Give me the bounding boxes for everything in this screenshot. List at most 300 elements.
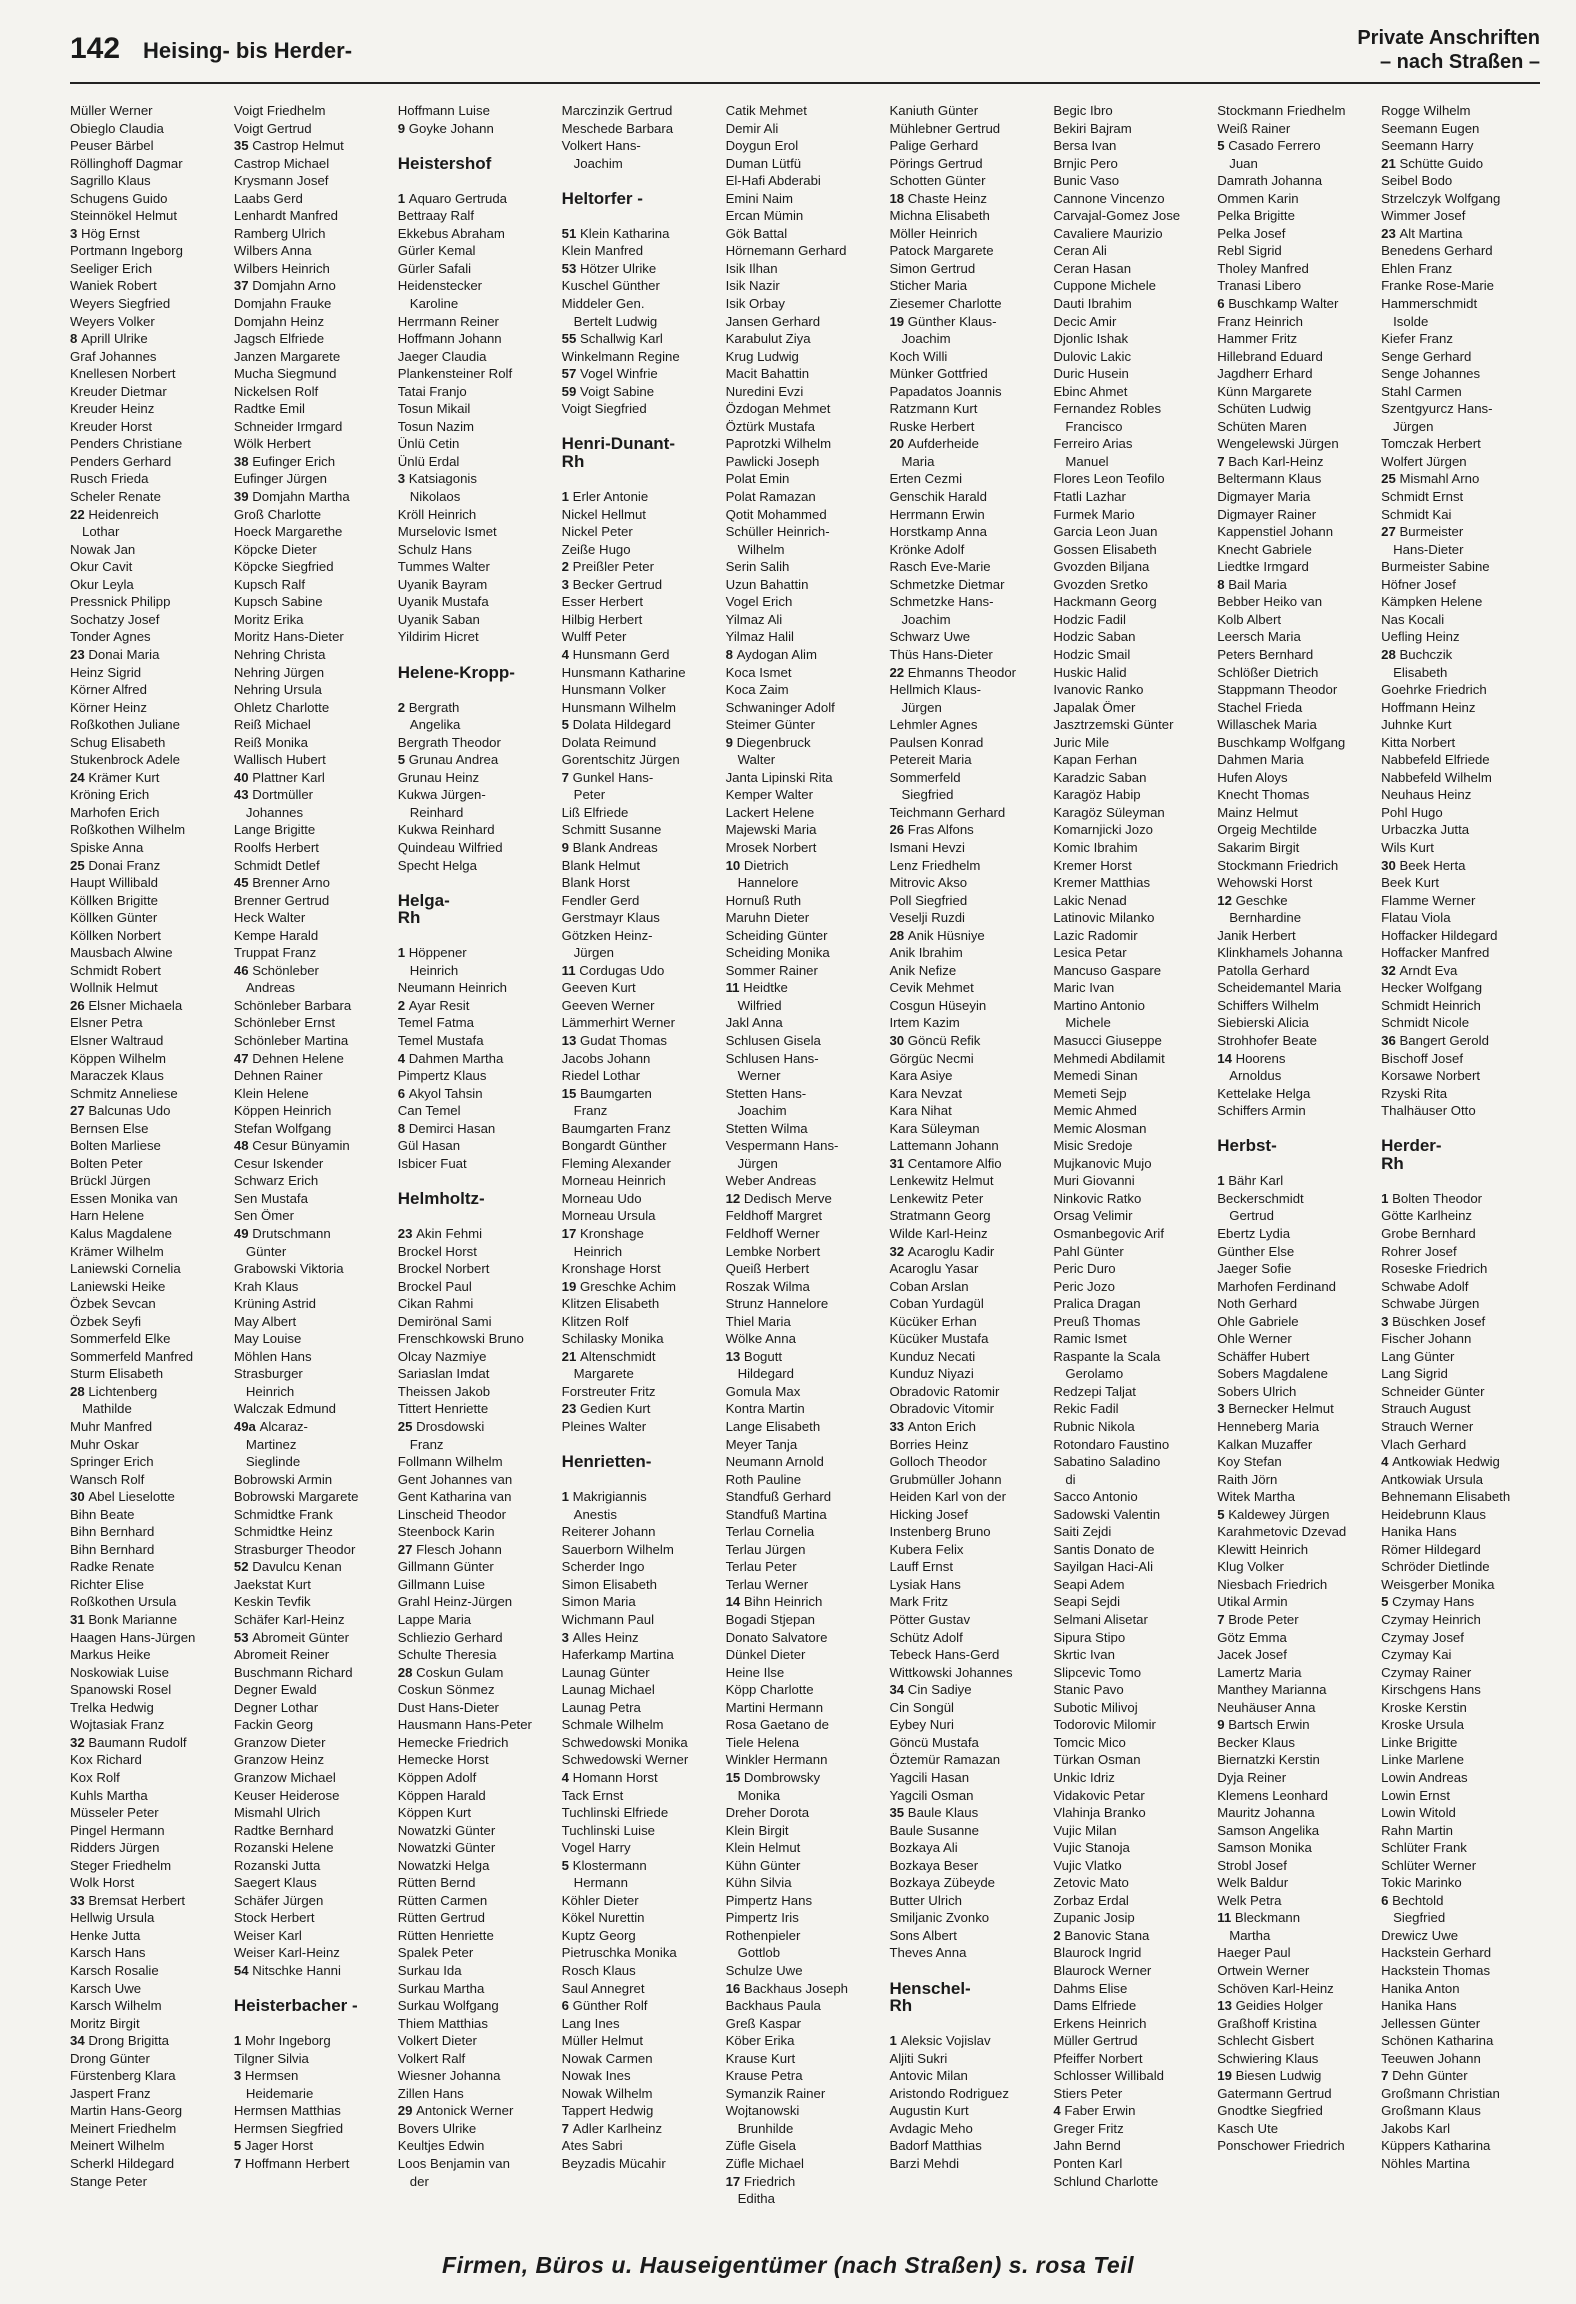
resident-entry: Strasburger <box>233 1366 303 1382</box>
resident-entry: Klein Manfred <box>561 243 644 259</box>
resident-entry: Reiß Monika <box>233 734 308 750</box>
resident-entry: Ebinc Ahmet <box>1053 383 1128 399</box>
resident-entry: Vogel Erich <box>725 594 793 610</box>
resident-entry: Wimmer Josef <box>1381 208 1466 224</box>
resident-entry: Queiß Herbert <box>725 1261 810 1277</box>
resident-entry: Schmidt Heinrich <box>1381 997 1481 1013</box>
resident-entry: Teichmann Gerhard <box>889 804 1006 820</box>
resident-entry: Szentgyurcz Hans- <box>1381 401 1493 417</box>
resident-entry: Kemper Walter <box>725 787 814 803</box>
house-number: 53 <box>561 260 581 276</box>
resident-entry: Serin Salih <box>725 559 790 575</box>
resident-entry: Schilasky Monika <box>561 1331 664 1347</box>
resident-entry: Groß Charlotte <box>233 506 322 522</box>
resident-entry: Nickel Peter <box>561 524 633 540</box>
resident-entry: Schwabe Adolf <box>1381 1278 1469 1294</box>
house-number: 23 <box>561 1401 581 1417</box>
house-number: 57 <box>561 366 581 382</box>
resident-entry: 48 Cesur Bünyamin <box>233 1138 350 1154</box>
entry-continuation: Joachim <box>737 1103 787 1119</box>
resident-entry: Götte Karlheinz <box>1381 1208 1473 1224</box>
resident-entry: Launag Michael <box>561 1682 655 1698</box>
resident-entry: Greger Fritz <box>1053 2120 1124 2136</box>
resident-entry: Acaroglu Yasar <box>889 1261 979 1277</box>
resident-entry: Knellesen Norbert <box>70 366 176 382</box>
resident-entry: Brockel Norbert <box>397 1261 490 1277</box>
resident-entry: Latinovic Milanko <box>1053 910 1155 926</box>
resident-entry: Butter Ulrich <box>889 1892 963 1908</box>
resident-entry: Ohle Gabriele <box>1217 1313 1299 1329</box>
resident-entry: Tomcic Mico <box>1053 1734 1126 1750</box>
resident-entry: 7 Adler Karlheinz <box>561 2120 663 2136</box>
resident-entry: Schwiering Klaus <box>1217 2050 1319 2066</box>
resident-entry: 37 Domjahn Arno <box>233 278 336 294</box>
resident-entry: Tholey Manfred <box>1217 260 1309 276</box>
resident-entry: Pörings Gertrud <box>889 155 983 171</box>
house-number: 25 <box>70 857 89 873</box>
house-number: 34 <box>889 1682 908 1698</box>
resident-entry: 9 Diegenbruck <box>725 734 811 750</box>
resident-entry: Peric Duro <box>1053 1261 1116 1277</box>
house-number: 3 <box>561 1629 573 1645</box>
resident-entry: Symanzik Rainer <box>725 2085 826 2101</box>
resident-entry: 7 Hoffmann Herbert <box>233 2155 350 2171</box>
resident-entry: Trelka Hedwig <box>70 1699 154 1715</box>
resident-entry: Steimer Günter <box>725 717 815 733</box>
resident-entry: Köppen Kurt <box>397 1805 472 1821</box>
resident-entry: Obradovic Vitomir <box>889 1401 995 1417</box>
resident-entry: Beckerschmidt <box>1217 1190 1304 1206</box>
resident-entry: Voigt Siegfried <box>561 401 647 417</box>
resident-entry: Goehrke Friedrich <box>1381 682 1487 698</box>
resident-entry: Schmetzke Hans- <box>889 594 994 610</box>
entry-continuation: Editha <box>737 2191 775 2207</box>
resident-entry: Digmayer Maria <box>1217 489 1311 505</box>
house-number: 33 <box>889 1419 908 1435</box>
resident-entry: Bozkaya Beser <box>889 1857 979 1873</box>
entry-continuation: Johannes <box>245 804 304 820</box>
resident-entry: Haagen Hans-Jürgen <box>70 1629 196 1645</box>
house-number: 4 <box>561 646 573 662</box>
resident-entry: Jansen Gerhard <box>725 313 821 329</box>
resident-entry: Kubera Felix <box>889 1541 964 1557</box>
resident-entry: Nabbefeld Wilhelm <box>1381 769 1492 785</box>
resident-entry: Reiterer Johann <box>561 1524 656 1540</box>
resident-entry: Heck Walter <box>233 910 306 926</box>
resident-entry: Dünkel Dieter <box>725 1647 806 1663</box>
resident-entry: Özbek Seyfi <box>70 1313 142 1329</box>
resident-entry: Kaniuth Günter <box>889 103 979 118</box>
resident-entry: Djonlic Ishak <box>1053 331 1129 347</box>
resident-entry: Nehring Christa <box>233 646 326 662</box>
house-number: 8 <box>725 646 737 662</box>
resident-entry: Qotit Mohammed <box>725 506 827 522</box>
resident-entry: Sommer Rainer <box>725 962 818 978</box>
spacer <box>562 470 725 488</box>
resident-entry: Schmidt Kai <box>1381 506 1452 522</box>
resident-entry: Kirschgens Hans <box>1381 1682 1481 1698</box>
resident-entry: Klitzen Elisabeth <box>561 1296 660 1312</box>
entry-continuation: der <box>409 2173 429 2189</box>
resident-entry: 3 Alles Heinz <box>561 1629 639 1645</box>
resident-entry: Terlau Werner <box>725 1576 809 1592</box>
resident-entry: Lange Brigitte <box>233 822 316 838</box>
resident-entry: Patolla Gerhard <box>1217 962 1310 978</box>
resident-entry: Czymay Heinrich <box>1381 1612 1481 1628</box>
resident-entry: Ramic Ismet <box>1053 1331 1127 1347</box>
resident-entry: Köpcke Siegfried <box>233 559 334 575</box>
resident-entry: Dust Hans-Dieter <box>397 1699 499 1715</box>
entry-continuation: Wilfried <box>737 997 782 1013</box>
resident-entry: 30 Abel Lieselotte <box>70 1489 175 1505</box>
resident-entry: 23 Alt Martina <box>1381 225 1463 241</box>
entry-continuation: Mathilde <box>82 1401 132 1417</box>
resident-entry: Kettelake Helga <box>1217 1085 1311 1101</box>
resident-entry: Nowatzki Günter <box>397 1840 496 1856</box>
resident-entry: Decic Amir <box>1053 313 1117 329</box>
resident-entry: Martini Hermann <box>725 1699 824 1715</box>
resident-entry: Marhofen Ferdinand <box>1217 1278 1336 1294</box>
house-number: 30 <box>889 1032 908 1048</box>
resident-entry: Köber Erika <box>725 2033 795 2049</box>
house-number: 15 <box>725 1769 744 1785</box>
resident-entry: 47 Dehnen Helene <box>233 1050 344 1066</box>
house-number: 7 <box>561 2120 573 2136</box>
resident-entry: Marczinzik Gertrud <box>561 103 673 118</box>
resident-entry: Lang Sigrid <box>1381 1366 1448 1382</box>
resident-entry: Wölk Herbert <box>233 436 311 452</box>
resident-entry: 25 Drosdowski <box>397 1419 485 1435</box>
resident-entry: 5 Czymay Hans <box>1381 1594 1475 1610</box>
house-number: 1 <box>561 1489 573 1505</box>
resident-entry: 8 Demirci Hasan <box>397 1120 496 1136</box>
resident-entry: Jagsch Elfriede <box>233 331 325 347</box>
resident-entry: Yagcili Hasan <box>889 1769 970 1785</box>
resident-entry: Ismani Hevzi <box>889 839 965 855</box>
resident-entry: Stanic Pavo <box>1053 1682 1124 1698</box>
resident-entry: Koca Zaim <box>725 682 789 698</box>
resident-entry: Morneau Udo <box>561 1190 642 1206</box>
resident-entry: Theves Anna <box>889 1945 967 1961</box>
resident-entry: Voigt Friedhelm <box>233 103 326 118</box>
resident-entry: Neuhäuser Anna <box>1217 1699 1316 1715</box>
resident-entry: Kupsch Ralf <box>233 576 305 592</box>
resident-entry: Polat Ramazan <box>725 489 816 505</box>
resident-entry: Muri Giovanni <box>1053 1173 1135 1189</box>
house-number: 4 <box>1381 1454 1393 1470</box>
resident-entry: Tosun Mikail <box>397 401 471 417</box>
house-number: 11 <box>561 962 580 978</box>
resident-entry: Bihn Bernhard <box>70 1541 155 1557</box>
house-number: 28 <box>397 1664 417 1680</box>
resident-entry: Nehring Jürgen <box>233 664 325 680</box>
resident-entry: Hunsmann Wilhelm <box>561 699 677 715</box>
house-number: 55 <box>561 331 581 347</box>
resident-entry: Steinnökel Helmut <box>70 208 178 224</box>
resident-entry: Moritz Birgit <box>70 2015 140 2031</box>
resident-entry: Grahl Heinz-Jürgen <box>397 1594 513 1610</box>
resident-entry: Launag Petra <box>561 1699 641 1715</box>
resident-entry: Fürstenberg Klara <box>70 2068 176 2084</box>
resident-entry: Kühn Günter <box>725 1857 801 1873</box>
entry-continuation: Reinhard <box>409 804 464 820</box>
house-number: 26 <box>889 822 908 838</box>
resident-entry: Czymay Josef <box>1381 1629 1464 1645</box>
resident-entry: Züfle Gisela <box>725 2138 796 2154</box>
resident-entry: Flamme Werner <box>1381 892 1476 908</box>
resident-entry: Schlößer Dietrich <box>1217 664 1319 680</box>
resident-entry: Saul Annegret <box>561 1980 645 1996</box>
resident-entry: Kontra Martin <box>725 1401 805 1417</box>
resident-entry: Macit Bahattin <box>725 366 810 382</box>
resident-entry: Rasch Eve-Marie <box>889 559 991 575</box>
resident-entry: Wolfert Jürgen <box>1381 453 1467 469</box>
resident-entry: Irtem Kazim <box>889 1015 960 1031</box>
entry-continuation: Werner <box>737 1068 781 1084</box>
resident-entry: Quindeau Wilfried <box>397 839 503 855</box>
resident-entry: Beek Kurt <box>1381 875 1440 891</box>
resident-entry: Elsner Petra <box>70 1015 143 1031</box>
resident-entry: Yildirim Hicret <box>397 629 479 645</box>
resident-entry: Thiel Maria <box>725 1313 791 1329</box>
entry-continuation: Nikolaos <box>409 489 461 505</box>
house-number: 19 <box>1217 2068 1236 2084</box>
resident-entry: 27 Flesch Johann <box>397 1541 502 1557</box>
street-heading: Helene-Kropp- <box>397 662 515 682</box>
entry-continuation: Jürgen <box>737 1155 778 1171</box>
resident-entry: Seemann Harry <box>1381 138 1474 154</box>
house-number: 54 <box>233 1962 253 1978</box>
resident-entry: Lowin Witold <box>1381 1805 1456 1821</box>
resident-entry: Sacco Antonio <box>1053 1489 1138 1505</box>
resident-entry: Bihn Bernhard <box>70 1524 155 1540</box>
house-number: 13 <box>725 1348 744 1364</box>
resident-entry: Isik Ilhan <box>725 260 778 276</box>
resident-entry: Krause Kurt <box>725 2050 796 2066</box>
resident-entry: Beltermann Klaus <box>1217 471 1322 487</box>
resident-entry: Kreuder Dietmar <box>70 383 167 399</box>
house-number: 40 <box>233 769 253 785</box>
street-heading: Rh <box>397 908 421 928</box>
entry-continuation: Angelika <box>409 717 461 733</box>
resident-entry: Maruhn Dieter <box>725 910 810 926</box>
resident-entry: 25 Mismahl Arno <box>1381 471 1480 487</box>
resident-entry: Peric Jozo <box>1053 1278 1115 1294</box>
resident-entry: Stange Peter <box>70 2173 147 2189</box>
resident-entry: Feldhoff Margret <box>725 1208 823 1224</box>
street-heading: Herder- <box>1381 1136 1442 1156</box>
resident-entry: Ates Sabri <box>561 2138 623 2154</box>
street-heading: Henrietten- <box>561 1452 652 1472</box>
house-number: 1 <box>397 945 409 961</box>
resident-entry: Karahmetovic Dzevad <box>1217 1524 1347 1540</box>
resident-entry: Tonder Agnes <box>70 629 151 645</box>
resident-entry: Follmann Wilhelm <box>397 1454 503 1470</box>
house-number: 30 <box>70 1489 89 1505</box>
resident-entry: Saiti Zejdi <box>1053 1524 1112 1540</box>
spacer <box>562 418 725 436</box>
resident-entry: Ünlü Erdal <box>397 453 460 469</box>
resident-entry: Schütz Adolf <box>889 1629 963 1645</box>
resident-entry: Karabulut Ziya <box>725 331 811 347</box>
resident-entry: 35 Castrop Helmut <box>233 138 344 154</box>
resident-entry: Teeuwen Johann <box>1381 2050 1481 2066</box>
resident-entry: 8 Aydogan Alim <box>725 646 817 662</box>
resident-entry: 39 Domjahn Martha <box>233 489 350 505</box>
section-title <box>1357 26 1540 74</box>
resident-entry: Thalhäuser Otto <box>1381 1103 1476 1119</box>
resident-entry: Beyzadis Mücahir <box>561 2155 666 2171</box>
resident-entry: Ebertz Lydia <box>1217 1226 1291 1241</box>
resident-entry: Kempe Harald <box>233 927 319 943</box>
resident-entry: Fackin Georg <box>233 1717 314 1733</box>
resident-entry: Springer Erich <box>70 1454 154 1470</box>
resident-entry: 5 Dolata Hildegard <box>561 717 671 733</box>
resident-entry: Dulovic Lakic <box>1053 348 1132 364</box>
resident-entry: Weyers Volker <box>70 313 155 329</box>
resident-entry: Lauff Ernst <box>889 1559 953 1575</box>
resident-entry: 1 Erler Antonie <box>561 489 649 505</box>
resident-entry: Hoeck Margarethe <box>233 524 343 540</box>
resident-entry: 29 Antonick Werner <box>397 2103 514 2119</box>
resident-entry: Hoffacker Hildegard <box>1381 927 1498 943</box>
resident-entry: Kuptz Georg <box>561 1927 636 1943</box>
resident-entry: Rubnic Nikola <box>1053 1419 1135 1435</box>
resident-entry: Lakic Nenad <box>1053 892 1127 908</box>
resident-entry: Ratzmann Kurt <box>889 401 978 417</box>
resident-entry: Stock Herbert <box>233 1910 315 1926</box>
resident-entry: Sen Ömer <box>233 1208 294 1224</box>
resident-entry: Wils Kurt <box>1381 839 1434 855</box>
house-number: 32 <box>1381 962 1400 978</box>
resident-entry: 5 Kaldewey Jürgen <box>1217 1506 1330 1522</box>
resident-entry: Radtke Bernhard <box>233 1822 334 1838</box>
resident-entry: Marhofen Erich <box>70 804 160 820</box>
resident-entry: Rütten Bernd <box>397 1875 476 1891</box>
house-number: 22 <box>70 506 89 522</box>
resident-entry: Cikan Rahmi <box>397 1296 474 1312</box>
house-number: 7 <box>1217 453 1229 469</box>
resident-entry: Stahl Carmen <box>1381 383 1462 399</box>
house-number: 9 <box>1217 1717 1229 1733</box>
spacer <box>398 1172 561 1190</box>
resident-entry: Vujic Milan <box>1053 1822 1117 1838</box>
resident-entry: Lenz Friedhelm <box>889 857 981 873</box>
resident-entry: Murselovic Ismet <box>397 524 497 540</box>
resident-entry: Hammerschmidt <box>1381 296 1478 312</box>
resident-entry: 15 Baumgarten <box>561 1085 652 1101</box>
resident-entry: Schlusen Gisela <box>725 1032 821 1048</box>
resident-entry: Demir Ali <box>725 120 779 136</box>
resident-entry: 18 Chaste Heinz <box>889 190 987 206</box>
resident-entry: Strobl Josef <box>1217 1857 1287 1873</box>
resident-entry: Walczak Edmund <box>233 1401 337 1417</box>
resident-entry: Köllken Brigitte <box>70 892 158 908</box>
entry-continuation: Peter <box>573 787 606 803</box>
resident-entry: Rütten Gertrud <box>397 1910 486 1926</box>
resident-entry: Raith Jörn <box>1217 1471 1278 1487</box>
resident-entry: Sagrillo Klaus <box>70 173 151 189</box>
resident-entry: 2 Ayar Resit <box>397 997 470 1013</box>
resident-entry: 19 Greschke Achim <box>561 1278 677 1294</box>
resident-entry: 26 Elsner Michaela <box>70 997 183 1013</box>
resident-entry: Czymay Kai <box>1381 1647 1452 1663</box>
resident-entry: Borries Heinz <box>889 1436 969 1452</box>
resident-entry: Möller Heinrich <box>889 225 978 241</box>
resident-entry: Henke Jutta <box>70 1927 141 1943</box>
resident-entry: 8 Bail Maria <box>1217 576 1287 592</box>
section-title-line2: – nach Straßen – <box>1379 51 1540 73</box>
footer-note: Firmen, Büros u. Hauseigentümer (nach Straßen) s. rosa Teil <box>442 2252 1134 2278</box>
spacer <box>398 1207 561 1225</box>
resident-entry: Kapan Ferhan <box>1053 752 1137 768</box>
resident-entry: Tosun Nazim <box>397 418 475 434</box>
resident-entry: Liß Elfriede <box>561 804 629 820</box>
resident-entry: Waniek Robert <box>70 278 157 294</box>
resident-entry: Emini Naim <box>725 190 793 206</box>
resident-entry: Mismahl Ulrich <box>233 1805 321 1821</box>
resident-entry: Hunsmann Volker <box>561 682 666 698</box>
resident-entry: Weber Andreas <box>725 1173 817 1189</box>
spacer <box>1217 1155 1380 1173</box>
resident-entry: Krysmann Josef <box>233 173 329 189</box>
resident-entry: Avdagic Meho <box>889 2120 973 2136</box>
resident-entry: Subotic Milivoj <box>1053 1699 1138 1715</box>
resident-entry: Hodzic Fadil <box>1053 611 1126 627</box>
resident-entry: 55 Schallwig Karl <box>561 331 663 347</box>
resident-entry: Spalek Peter <box>397 1945 474 1961</box>
resident-entry: May Albert <box>233 1313 297 1329</box>
resident-entry: Wojtanowski <box>725 2103 800 2119</box>
resident-entry: Franke Rose-Marie <box>1381 278 1494 294</box>
resident-entry: Rütten Henriette <box>397 1927 494 1943</box>
resident-entry: Römer Hildegard <box>1381 1541 1481 1557</box>
resident-entry: Steger Friedhelm <box>70 1857 172 1873</box>
resident-entry: Kara Nihat <box>889 1103 952 1119</box>
resident-entry: Schulze Uwe <box>725 1962 803 1978</box>
resident-entry: Mujkanovic Mujo <box>1053 1155 1152 1171</box>
resident-entry: Penders Christiane <box>70 436 183 452</box>
resident-entry: Osmanbegovic Arif <box>1053 1226 1165 1241</box>
house-number: 8 <box>1217 576 1229 592</box>
house-number: 15 <box>561 1085 581 1101</box>
resident-entry: Selmani Alisetar <box>1053 1612 1148 1628</box>
street-heading: Heisterbacher - <box>233 1996 358 2016</box>
resident-entry: Henneberg Maria <box>1217 1419 1320 1435</box>
resident-entry: Schüten Maren <box>1217 418 1307 434</box>
resident-entry: Senge Johannes <box>1381 366 1481 382</box>
resident-entry: Siebierski Alicia <box>1217 1015 1309 1031</box>
resident-entry: Donato Salvatore <box>725 1629 828 1645</box>
resident-entry: Backhaus Paula <box>725 1998 821 2014</box>
resident-entry: 7 Bach Karl-Heinz <box>1217 453 1324 469</box>
resident-entry: 3 Hög Ernst <box>70 225 140 241</box>
resident-entry: 28 Coskun Gulam <box>397 1664 504 1680</box>
resident-entry: Tranasi Libero <box>1217 278 1302 294</box>
house-number: 51 <box>561 225 581 241</box>
resident-entry: 9 Bartsch Erwin <box>1217 1717 1310 1733</box>
resident-entry: Nickel Hellmut <box>561 506 646 522</box>
resident-entry: Lämmerhirt Werner <box>561 1015 676 1031</box>
resident-entry: Schotten Günter <box>889 173 986 189</box>
resident-entry: 9 Blank Andreas <box>561 839 658 855</box>
resident-entry: Redzepi Taljat <box>1053 1383 1136 1399</box>
resident-entry: Nuredini Evzi <box>725 383 804 399</box>
resident-entry: Patock Margarete <box>889 243 994 259</box>
resident-entry: Cavaliere Maurizio <box>1053 225 1163 241</box>
resident-entry: Pahl Günter <box>1053 1243 1124 1259</box>
house-number: 12 <box>725 1190 744 1206</box>
